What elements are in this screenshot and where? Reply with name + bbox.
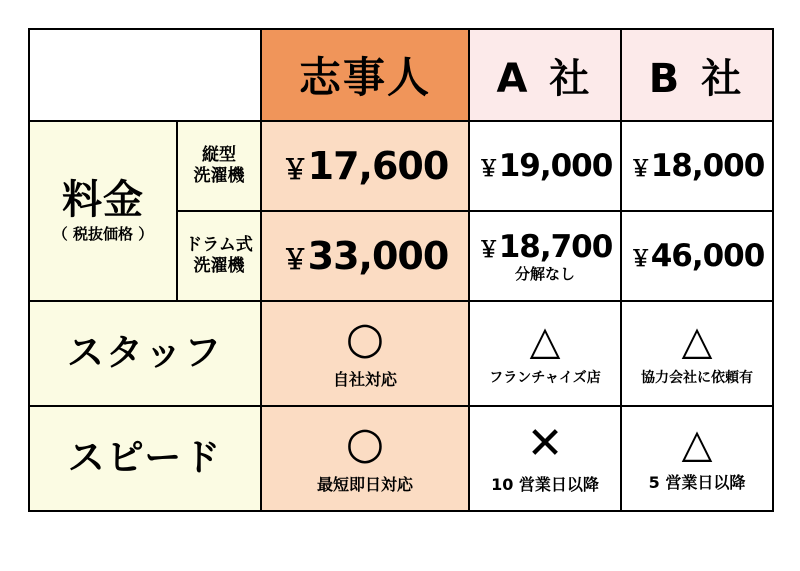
staff-own-note: 自社対応	[332, 370, 397, 389]
table-row	[29, 121, 773, 211]
cross-icon: ✕	[526, 418, 564, 469]
speed-b	[621, 406, 773, 511]
price-b-vertical	[621, 121, 773, 211]
table-row	[29, 301, 773, 406]
speed-own-note: 最短即日対応	[316, 475, 413, 494]
speed-own	[261, 406, 469, 511]
staff-own	[261, 301, 469, 406]
triangle-icon: △	[681, 421, 713, 467]
subcategory-drum-line2: 洗濯機	[193, 256, 245, 276]
price-b-vertical-value: 18,000	[650, 148, 765, 184]
yen-symbol: ￥	[629, 247, 651, 272]
price-a-drum-value: 18,700	[498, 228, 613, 265]
table-header-row	[29, 29, 773, 121]
header-own-company: 志事人	[261, 29, 469, 121]
category-staff	[29, 301, 261, 406]
header-blank-cell	[29, 29, 261, 121]
yen-symbol: ￥	[477, 237, 499, 263]
price-a-drum	[469, 211, 621, 301]
staff-b-note: 協力会社に依頼有	[641, 369, 753, 386]
price-b-drum-value: 46,000	[650, 238, 765, 274]
subcategory-drum-washer	[177, 211, 261, 301]
category-speed	[29, 406, 261, 511]
staff-a-note: フランチャイズ店	[489, 369, 601, 386]
speed-a-note: 10 営業日以降	[491, 475, 599, 494]
yen-symbol: ￥	[281, 245, 308, 276]
price-own-vertical	[261, 121, 469, 211]
circle-icon: ○	[345, 418, 385, 469]
price-own-drum-value: 33,000	[307, 234, 449, 278]
table-row	[29, 406, 773, 511]
category-staff-label: スタッフ	[67, 331, 223, 375]
price-a-drum-note: 分解なし	[514, 264, 575, 283]
header-company-b: B 社	[621, 29, 773, 121]
subcategory-vertical-washer	[177, 121, 261, 211]
price-a-vertical	[469, 121, 621, 211]
yen-symbol: ￥	[629, 157, 651, 182]
price-b-drum	[621, 211, 773, 301]
triangle-icon: △	[529, 317, 561, 364]
speed-a	[469, 406, 621, 511]
speed-b-note: 5 営業日以降	[648, 473, 746, 492]
yen-symbol: ￥	[477, 157, 499, 182]
category-speed-label: スピード	[67, 436, 223, 480]
category-fee-label: 料金	[62, 177, 144, 224]
subcategory-drum-line1: ドラム式	[185, 234, 253, 255]
header-company-a: A 社	[469, 29, 621, 121]
circle-icon: ○	[345, 313, 385, 364]
triangle-icon: △	[681, 317, 713, 364]
subcategory-vertical-line2: 洗濯機	[193, 166, 245, 186]
yen-symbol: ￥	[281, 155, 308, 186]
comparison-table	[28, 28, 774, 512]
category-fee-note: （ 税抜価格 ）	[52, 225, 154, 244]
staff-b	[621, 301, 773, 406]
price-own-vertical-value: 17,600	[307, 144, 449, 188]
price-own-drum	[261, 211, 469, 301]
category-fee	[29, 121, 177, 301]
staff-a	[469, 301, 621, 406]
subcategory-vertical-line1: 縦型	[202, 144, 236, 165]
price-a-vertical-value: 19,000	[498, 148, 613, 184]
